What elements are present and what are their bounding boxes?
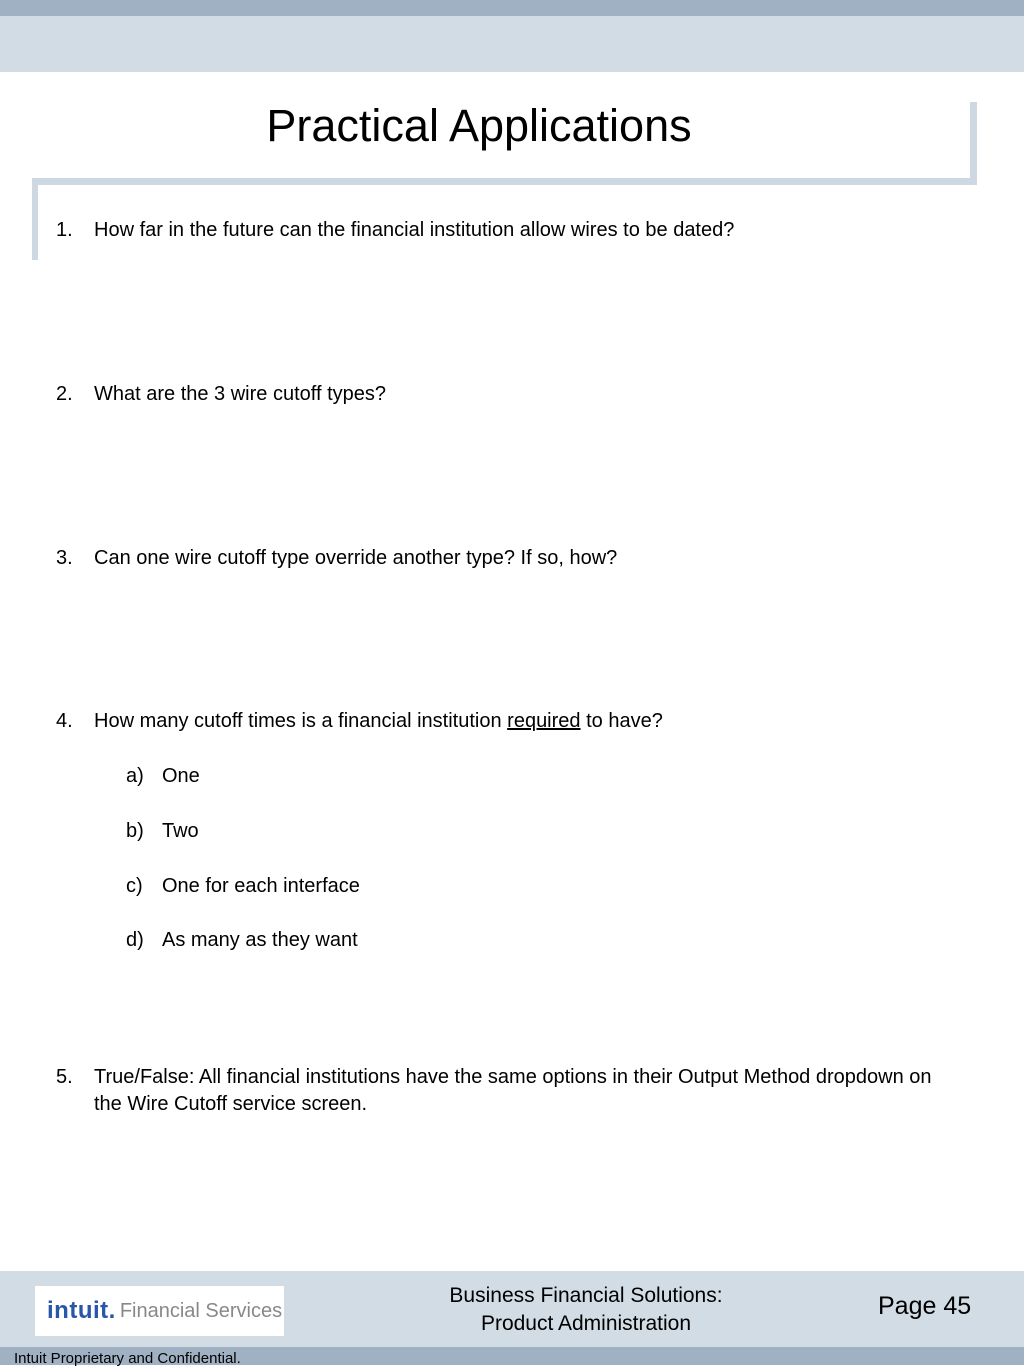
title-frame-left	[32, 178, 38, 260]
logo-brand: intuit.	[47, 1297, 116, 1324]
question-5	[56, 1064, 936, 1118]
question-text: How far in the future can the financial institution allow wires to be dated?	[94, 219, 735, 241]
question-emphasis: required	[507, 710, 581, 732]
footer-line-2: Product Administration	[480, 1312, 692, 1335]
option-text: One	[162, 765, 200, 787]
confidential-notice: Intuit Proprietary and Confidential.	[14, 1350, 241, 1367]
question-2	[56, 381, 936, 408]
question-3	[56, 545, 936, 572]
option-letter: c)	[126, 875, 143, 897]
option-a	[126, 763, 200, 790]
header-band-light	[0, 16, 1024, 72]
option-b	[126, 818, 199, 845]
question-number: 5.	[56, 1066, 73, 1088]
title-frame-bottom	[32, 178, 977, 185]
question-text: True/False: All financial institutions have the same options in their Output Method dropdown on the Wire Cutoff service screen.	[94, 1066, 932, 1115]
intuit-logo	[35, 1286, 284, 1336]
footer-course-title	[406, 1282, 766, 1338]
question-4	[56, 708, 936, 735]
logo-subtitle: Financial Services	[119, 1299, 283, 1322]
question-number: 4.	[56, 710, 73, 732]
question-text	[94, 708, 936, 735]
question-number: 3.	[56, 547, 73, 569]
option-letter: a)	[126, 765, 144, 787]
question-text-end: to have?	[580, 710, 663, 732]
option-d	[126, 927, 358, 954]
option-text: Two	[162, 820, 199, 842]
option-letter: d)	[126, 929, 144, 951]
option-text: One for each interface	[162, 875, 360, 897]
question-number: 1.	[56, 219, 73, 241]
option-letter: b)	[126, 820, 144, 842]
header-band-dark	[0, 0, 1024, 16]
question-text-start: How many cutoff times is a financial institution	[94, 710, 508, 732]
footer-line-1: Business Financial Solutions:	[449, 1284, 723, 1307]
question-text: Can one wire cutoff type override another type? If so, how?	[94, 547, 618, 569]
option-text: As many as they want	[162, 929, 358, 951]
question-1	[56, 217, 936, 244]
question-number: 2.	[56, 383, 73, 405]
page-title: Practical Applications	[266, 100, 692, 151]
title-frame-right	[970, 102, 977, 182]
option-c	[126, 873, 360, 900]
page-number: Page 45	[878, 1292, 972, 1320]
question-text: What are the 3 wire cutoff types?	[94, 383, 387, 405]
